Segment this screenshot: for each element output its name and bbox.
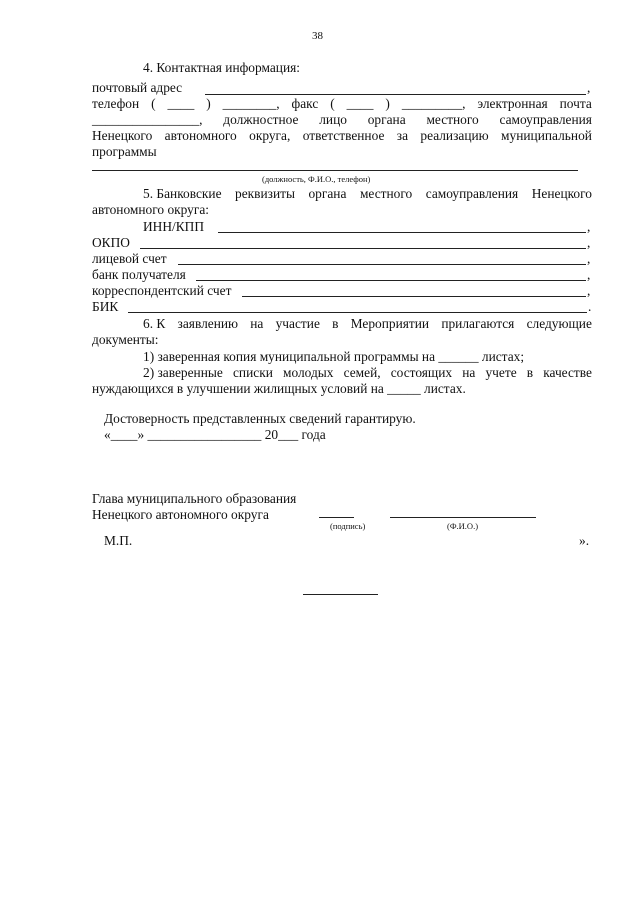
comma: , bbox=[587, 235, 591, 250]
word: семей, bbox=[343, 365, 381, 380]
word: округа, bbox=[249, 128, 291, 143]
page-number: 38 bbox=[312, 30, 323, 42]
bik-label: БИК bbox=[92, 299, 119, 314]
word: факс bbox=[291, 96, 319, 111]
full-name-caption: (Ф.И.О.) bbox=[447, 521, 479, 531]
word: за bbox=[396, 128, 409, 143]
comma: , bbox=[587, 251, 591, 266]
inn-kpp-label: ИНН/КПП bbox=[143, 219, 205, 234]
word: органа bbox=[367, 112, 406, 127]
word: ________, bbox=[222, 96, 280, 111]
comma: , bbox=[587, 80, 591, 95]
word: 2) заверенные bbox=[143, 365, 223, 380]
closing-quote: ». bbox=[579, 533, 590, 548]
word: местного bbox=[426, 112, 479, 127]
bank-field[interactable] bbox=[196, 280, 586, 281]
section-5-heading-cont: автономного округа: bbox=[92, 202, 210, 217]
word: электронная bbox=[477, 96, 548, 111]
responsible-row bbox=[92, 128, 592, 144]
word: следующие bbox=[526, 316, 592, 331]
word: учете bbox=[485, 365, 517, 380]
word: списки bbox=[232, 365, 273, 380]
word: местного bbox=[359, 186, 413, 201]
word: 5. Банковские bbox=[143, 186, 222, 201]
signer-title-line2: Ненецкого автономного округа bbox=[92, 507, 269, 522]
corr-account-field[interactable] bbox=[242, 296, 586, 297]
word: ) bbox=[385, 96, 390, 111]
full-name-field[interactable] bbox=[390, 517, 536, 518]
signature-caption: (подпись) bbox=[330, 521, 366, 531]
responsible-person-caption: (должность, Ф.И.О., телефон) bbox=[262, 174, 371, 184]
word: муниципальной bbox=[501, 128, 592, 143]
attachment-item-2-cont: нуждающихся в улучшении жилищных условий на _____ листах. bbox=[92, 381, 466, 396]
bank-label: банк получателя bbox=[92, 267, 186, 282]
word: Ненецкого bbox=[531, 186, 592, 201]
attachment-item-2-row bbox=[143, 365, 592, 381]
word: органа bbox=[308, 186, 347, 201]
comma: , bbox=[587, 283, 591, 298]
section-6-heading-row bbox=[143, 316, 592, 332]
word: участие bbox=[275, 316, 320, 331]
date-line: «____» _________________ 20___ года bbox=[104, 427, 326, 442]
period: . bbox=[588, 299, 592, 314]
account-label: лицевой счет bbox=[92, 251, 167, 266]
word: должностное bbox=[223, 112, 299, 127]
phone-row bbox=[92, 96, 592, 112]
word: ________________, bbox=[92, 112, 203, 127]
word: заявлению bbox=[177, 316, 239, 331]
word: _________, bbox=[401, 96, 466, 111]
word: молодых bbox=[283, 365, 334, 380]
section-4-heading: 4. Контактная информация: bbox=[143, 60, 301, 75]
word: ответственное bbox=[302, 128, 385, 143]
guarantee-text: Достоверность представленных сведений гарантирую. bbox=[104, 411, 416, 426]
word: реализацию bbox=[420, 128, 489, 143]
word: телефон bbox=[92, 96, 140, 111]
end-divider bbox=[303, 594, 378, 595]
account-field[interactable] bbox=[178, 264, 586, 265]
attachment-item-1: 1) заверенная копия муниципальной программы на ______ листах; bbox=[143, 349, 525, 364]
word: ( bbox=[151, 96, 156, 111]
word: 6. К bbox=[143, 316, 166, 331]
word: ) bbox=[206, 96, 211, 111]
word: ____ bbox=[167, 96, 195, 111]
word: самоуправления bbox=[425, 186, 519, 201]
word: прилагаются bbox=[441, 316, 515, 331]
word: качестве bbox=[543, 365, 592, 380]
signer-title-line1: Глава муниципального образования bbox=[92, 491, 297, 506]
postal-address-field[interactable] bbox=[205, 94, 586, 95]
section-6-heading-cont: документы: bbox=[92, 332, 159, 347]
programs-word: программы bbox=[92, 144, 157, 159]
word: на bbox=[250, 316, 264, 331]
word: в bbox=[526, 365, 534, 380]
postal-address-label: почтовый адрес bbox=[92, 80, 183, 95]
word: реквизиты bbox=[235, 186, 295, 201]
signature-field[interactable] bbox=[319, 517, 354, 518]
okpo-field[interactable] bbox=[140, 248, 586, 249]
word: лицо bbox=[319, 112, 347, 127]
word: в bbox=[332, 316, 339, 331]
stamp-label: М.П. bbox=[104, 533, 133, 548]
word: на bbox=[462, 365, 476, 380]
inn-kpp-field[interactable] bbox=[218, 232, 586, 233]
bik-field[interactable] bbox=[128, 312, 587, 313]
word: ____ bbox=[346, 96, 374, 111]
corr-account-label: корреспондентский счет bbox=[92, 283, 232, 298]
word: ( bbox=[330, 96, 335, 111]
section-5-heading-row bbox=[143, 186, 592, 202]
official-row bbox=[92, 112, 592, 128]
word: Мероприятии bbox=[350, 316, 430, 331]
word: состоящих bbox=[390, 365, 453, 380]
word: самоуправления bbox=[499, 112, 592, 127]
word: почта bbox=[559, 96, 592, 111]
comma: , bbox=[587, 267, 591, 282]
responsible-person-field[interactable] bbox=[92, 170, 578, 171]
comma: , bbox=[587, 219, 591, 234]
word: Ненецкого bbox=[92, 128, 153, 143]
okpo-label: ОКПО bbox=[92, 235, 130, 250]
word: автономного bbox=[164, 128, 237, 143]
